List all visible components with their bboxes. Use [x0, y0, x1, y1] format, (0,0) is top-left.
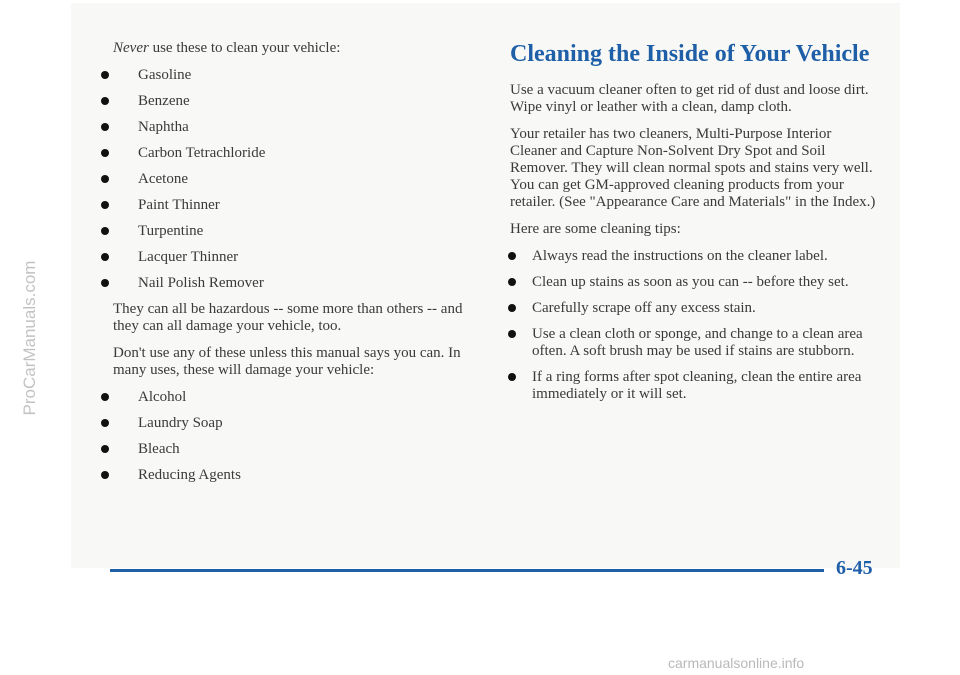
list-item: Carbon Tetrachloride [113, 145, 483, 162]
page-number: 6-45 [836, 557, 873, 579]
list-item: Naphtha [113, 119, 483, 136]
list-item: Bleach [113, 441, 483, 458]
list-item: Always read the instructions on the cleaner label. [510, 248, 880, 265]
damage-paragraph: Don't use any of these unless this manual says you can. In many uses, these will damage your vehicle: [113, 345, 461, 378]
list-item: Turpentine [113, 223, 483, 240]
bullet-icon [101, 71, 109, 79]
list-item: If a ring forms after spot cleaning, clean the entire area immediately or it will set. [510, 369, 880, 403]
bullet-icon [101, 149, 109, 157]
list-item: Use a clean cloth or sponge, and change to a clean area often. A soft brush may be used if stains are stubborn. [510, 326, 880, 360]
bullet-icon [101, 253, 109, 261]
bullet-icon [101, 445, 109, 453]
bullet-icon [508, 252, 516, 260]
hazard-paragraph: They can all be hazardous -- some more than others -- and they can all damage your vehicle, too. [113, 301, 463, 334]
bullet-icon [508, 330, 516, 338]
never-use-text: use these to clean your vehicle: [148, 40, 341, 56]
bullet-icon [101, 97, 109, 105]
bullet-icon [101, 175, 109, 183]
list-item: Acetone [113, 171, 483, 188]
bullet-icon [101, 419, 109, 427]
never-use-intro [113, 40, 483, 57]
bullet-icon [101, 227, 109, 235]
list-item: Carefully scrape off any excess stain. [510, 300, 880, 317]
bullet-icon [101, 123, 109, 131]
bullet-icon [508, 304, 516, 312]
footer-rule [110, 569, 824, 572]
retailer-paragraph: Your retailer has two cleaners, Multi-Purpose Interior Cleaner and Capture Non-Solvent Dry Spot and Soil Remover. They will clean normal spots and stains very well. You can get GM-approved cleaning products from your retailer. (See "Appearance Care and Materials" in the Index.) [510, 126, 876, 210]
vacuum-paragraph: Use a vacuum cleaner often to get rid of dust and loose dirt. Wipe vinyl or leather with a clean, damp cloth. [510, 82, 869, 115]
side-watermark: ProCarManuals.com [20, 260, 39, 416]
section-heading: Cleaning the Inside of Your Vehicle [510, 41, 870, 67]
list-item: Clean up stains as soon as you can -- before they set. [510, 274, 880, 291]
tips-intro: Here are some cleaning tips: [510, 221, 681, 237]
never-emphasis: Never [113, 40, 149, 56]
list-item: Gasoline [113, 67, 483, 84]
bullet-icon [508, 373, 516, 381]
left-column [113, 40, 483, 493]
never-use-list [113, 67, 483, 292]
right-column [510, 40, 880, 412]
list-item: Paint Thinner [113, 197, 483, 214]
list-item: Nail Polish Remover [113, 275, 483, 292]
list-item: Alcohol [113, 389, 483, 406]
damaging-agents-list [113, 389, 483, 484]
bullet-icon [101, 471, 109, 479]
cleaning-tips-list [510, 248, 880, 403]
list-item: Reducing Agents [113, 467, 483, 484]
list-item: Lacquer Thinner [113, 249, 483, 266]
bottom-watermark: carmanualsonline.info [668, 655, 805, 671]
bullet-icon [101, 393, 109, 401]
bullet-icon [508, 278, 516, 286]
bullet-icon [101, 201, 109, 209]
bullet-icon [101, 279, 109, 287]
list-item: Benzene [113, 93, 483, 110]
list-item: Laundry Soap [113, 415, 483, 432]
